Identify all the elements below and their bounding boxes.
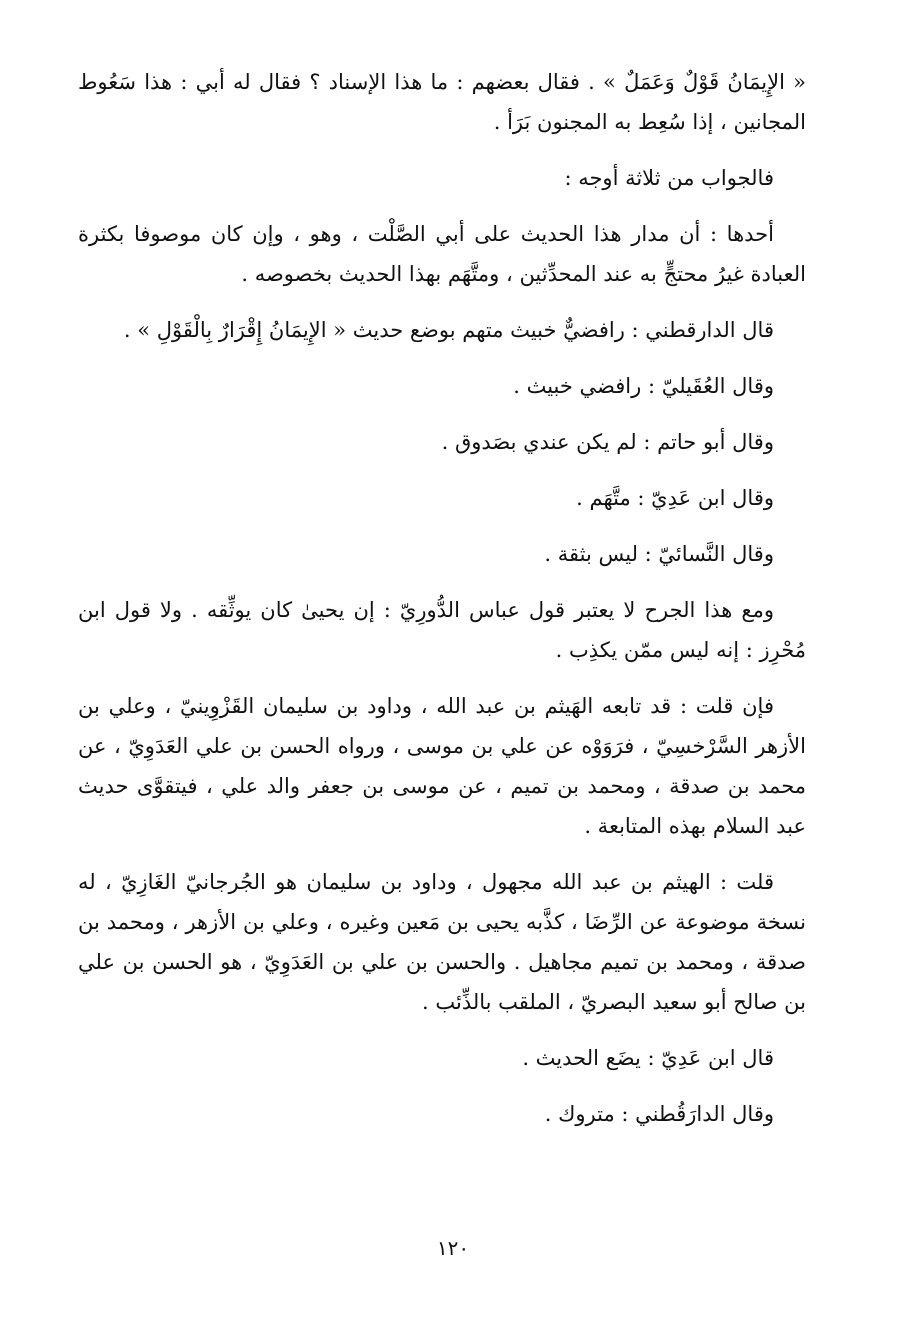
- paragraph-9: ومع هذا الجرح لا يعتبر قول عباس الدُّورِيّ : إن يحيىٰ كان يوثِّقه . ولا قول ابن مُحْرِز : إنه ليس ممّن يكذِب .: [78, 598, 806, 662]
- paragraph-6: وقال أبو حاتم : لم يكن عندي بصَدوق .: [441, 430, 774, 454]
- paragraph-13: وقال الدارَقُطني : متروك .: [544, 1102, 774, 1126]
- paragraph-3: أحدها : أن مدار هذا الحديث على أبي الصَّلْت ، وهو ، وإن كان موصوفا بكثرة العبادة غيرُ محتجٍّ به عند المحدِّثين ، ومتَّهَم بهذا الحديث بخصوصه .: [78, 222, 806, 286]
- paragraph-2: فالجواب من ثلاثة أوجه :: [564, 166, 774, 190]
- paragraph-1: « الإِيمَانُ قَوْلٌ وَعَمَلٌ » . فقال بعضهم : ما هذا الإسناد ؟ فقال له أبي : هذا سَعُوط المجانين ، إذا سُعِط به المجنون بَرَأ .: [78, 70, 806, 134]
- page-number: ١٢٠: [436, 1236, 470, 1260]
- page-body: [78, 62, 806, 1150]
- paragraph-11: قلت : الهيثم بن عبد الله مجهول ، وداود بن سليمان هو الجُرجانيّ الغَازِيّ ، له نسخة موضوعة عن الرِّضَا ، كذَّبه يحيى بن مَعين وغيره ، وعلي بن الأزهر ، ومحمد بن صدقة ، ومحمد بن تميم مجاهيل . والحسن بن علي بن العَدَوِيّ ، هو الحسن بن علي بن صالح أبو سعيد البصريّ ، الملقب بالذِّئب .: [78, 870, 806, 1014]
- paragraph-12: قال ابن عَدِيّ : يضَع الحديث .: [522, 1046, 774, 1070]
- paragraph-10: فإن قلت : قد تابعه الهَيثم بن عبد الله ، وداود بن سليمان القَزْوِينيّ ، وعلي بن الأزهر السَّرْخسِيّ ، فرَوَوْه عن علي بن موسى ، ورواه الحسن بن علي العَدَوِيّ ، عن محمد بن صدقة ، ومحمد بن تميم ، عن موسى بن جعفر والد علي ، فيتقوَّى حديث عبد السلام بهذه المتابعة .: [78, 694, 806, 838]
- paragraph-5: وقال العُقَيليّ : رافضي خبيث .: [513, 374, 774, 398]
- paragraph-8: وقال النَّسائيّ : ليس بثقة .: [544, 542, 774, 566]
- paragraph-7: وقال ابن عَدِيّ : متَّهَم .: [576, 486, 774, 510]
- paragraph-4: قال الدارقطني : رافضيٌّ خبيث متهم بوضع حديث « الإِيمَانُ إِقْرَارٌ بِالْقَوْلِ » .: [123, 318, 774, 342]
